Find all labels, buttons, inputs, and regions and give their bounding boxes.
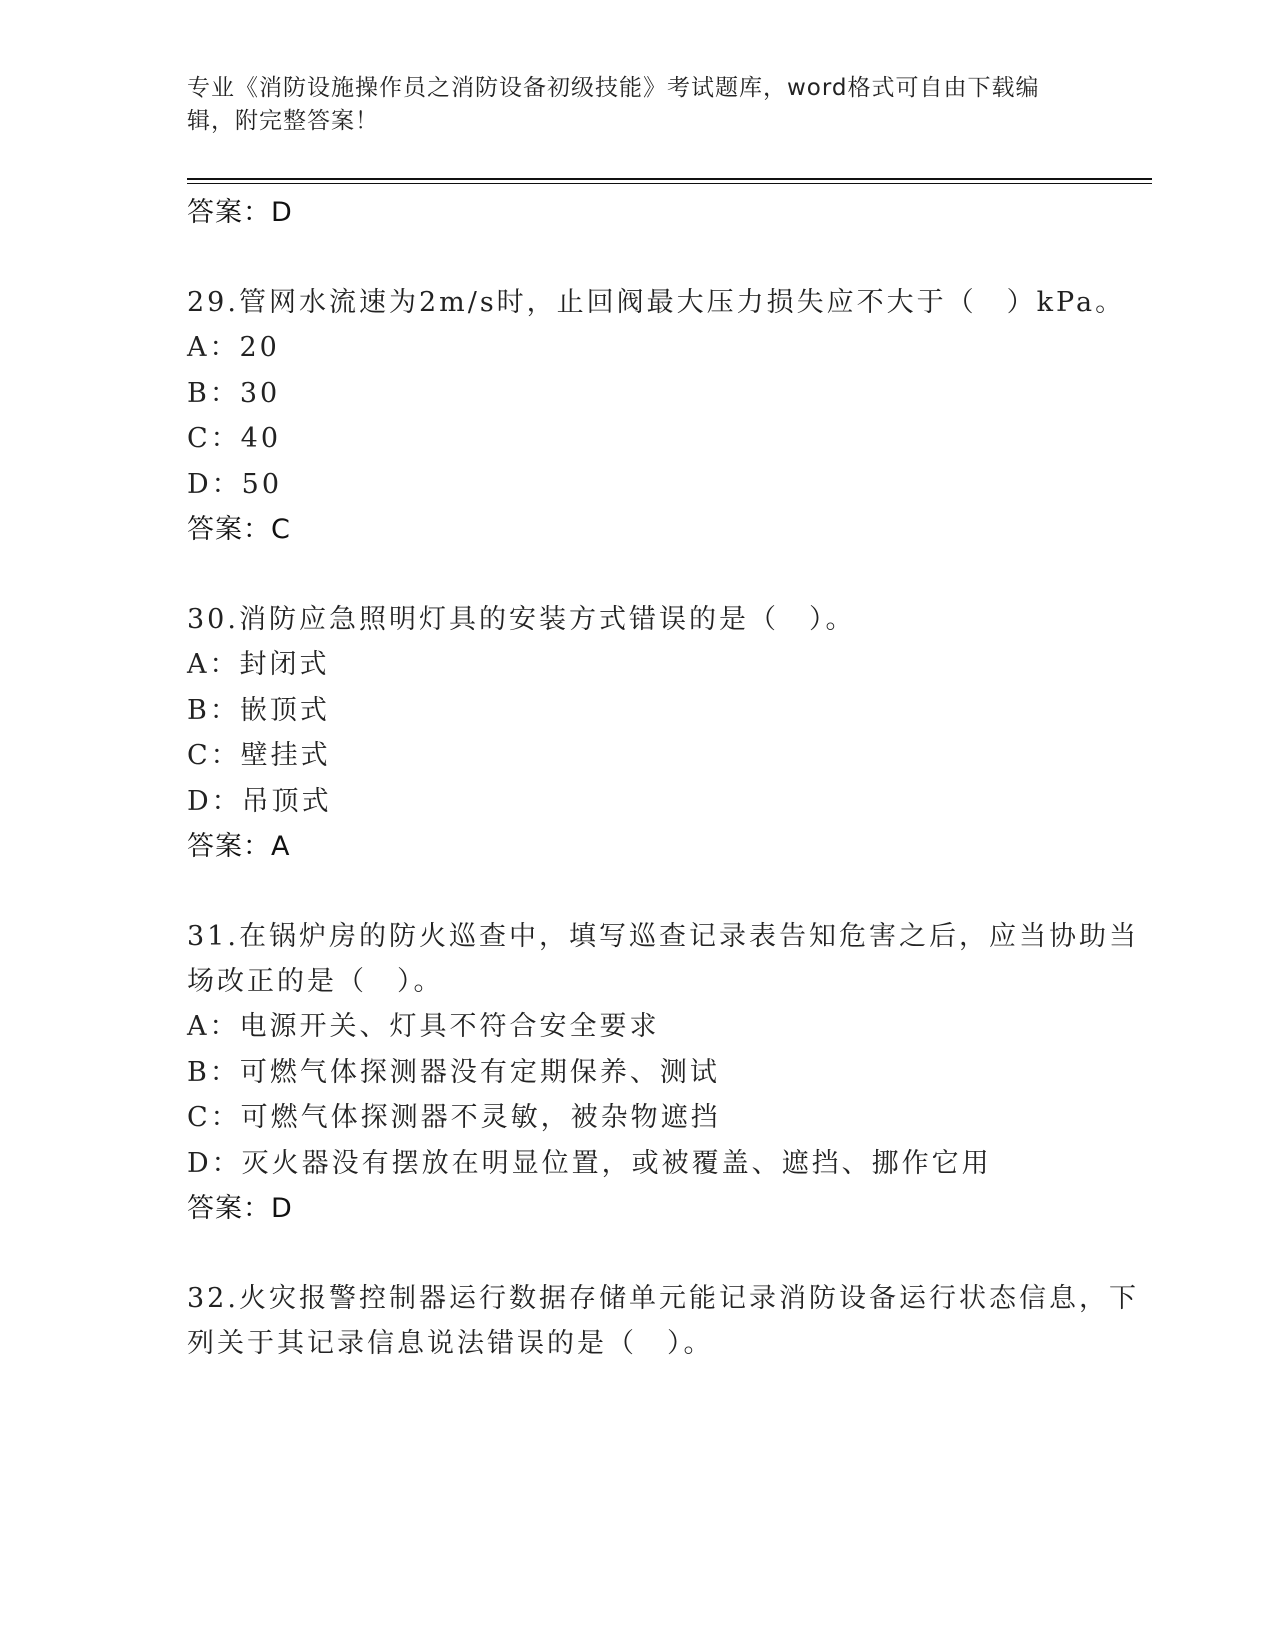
option-b: B：嵌顶式 xyxy=(187,694,330,726)
question-32 xyxy=(187,1276,1147,1366)
answer-line: 答案：D xyxy=(187,1193,293,1224)
document-header: 专业《消防设施操作员之消防设备初级技能》考试题库，word格式可自由下载编辑，附完整答案！ xyxy=(187,75,1040,134)
option-a: A：20 xyxy=(187,332,280,363)
header-rule-thick xyxy=(187,178,1152,180)
option-a: A：封闭式 xyxy=(187,649,330,680)
option-b: B：可燃气体探测器没有定期保养、测试 xyxy=(187,1056,720,1088)
option-a: A：电源开关、灯具不符合安全要求 xyxy=(187,1011,660,1042)
option-b: B：30 xyxy=(187,377,281,409)
option-c: C：可燃气体探测器不灵敏，被杂物遮挡 xyxy=(187,1102,721,1133)
question-stem: 29.管网水流速为2m/s时，止回阀最大压力损失应不大于（ ）kPa。 xyxy=(187,287,1126,318)
option-d: D：50 xyxy=(187,468,283,500)
header-rule-thin xyxy=(187,183,1152,184)
option-c: C：40 xyxy=(187,423,282,454)
option-d: D：吊顶式 xyxy=(187,785,332,817)
previous-answer: 答案：D xyxy=(187,197,293,228)
answer-line: 答案：A xyxy=(187,831,291,862)
answer-line: 答案：C xyxy=(187,514,291,545)
question-stem: 31.在锅炉房的防火巡查中，填写巡查记录表告知危害之后，应当协助当场改正的是（ ）。 xyxy=(187,921,1139,997)
question-29 xyxy=(187,280,1147,553)
question-stem: 32.火灾报警控制器运行数据存储单元能记录消防设备运行状态信息，下列关于其记录信息说法错误的是（ ）。 xyxy=(187,1283,1139,1359)
question-list xyxy=(187,190,1147,1366)
option-c: C：壁挂式 xyxy=(187,740,331,771)
option-d: D：灭火器没有摆放在明显位置，或被覆盖、遮挡、挪作它用 xyxy=(187,1147,992,1179)
question-stem: 30.消防应急照明灯具的安装方式错误的是（ ）。 xyxy=(187,604,856,635)
question-31 xyxy=(187,914,1147,1232)
question-30 xyxy=(187,597,1147,870)
